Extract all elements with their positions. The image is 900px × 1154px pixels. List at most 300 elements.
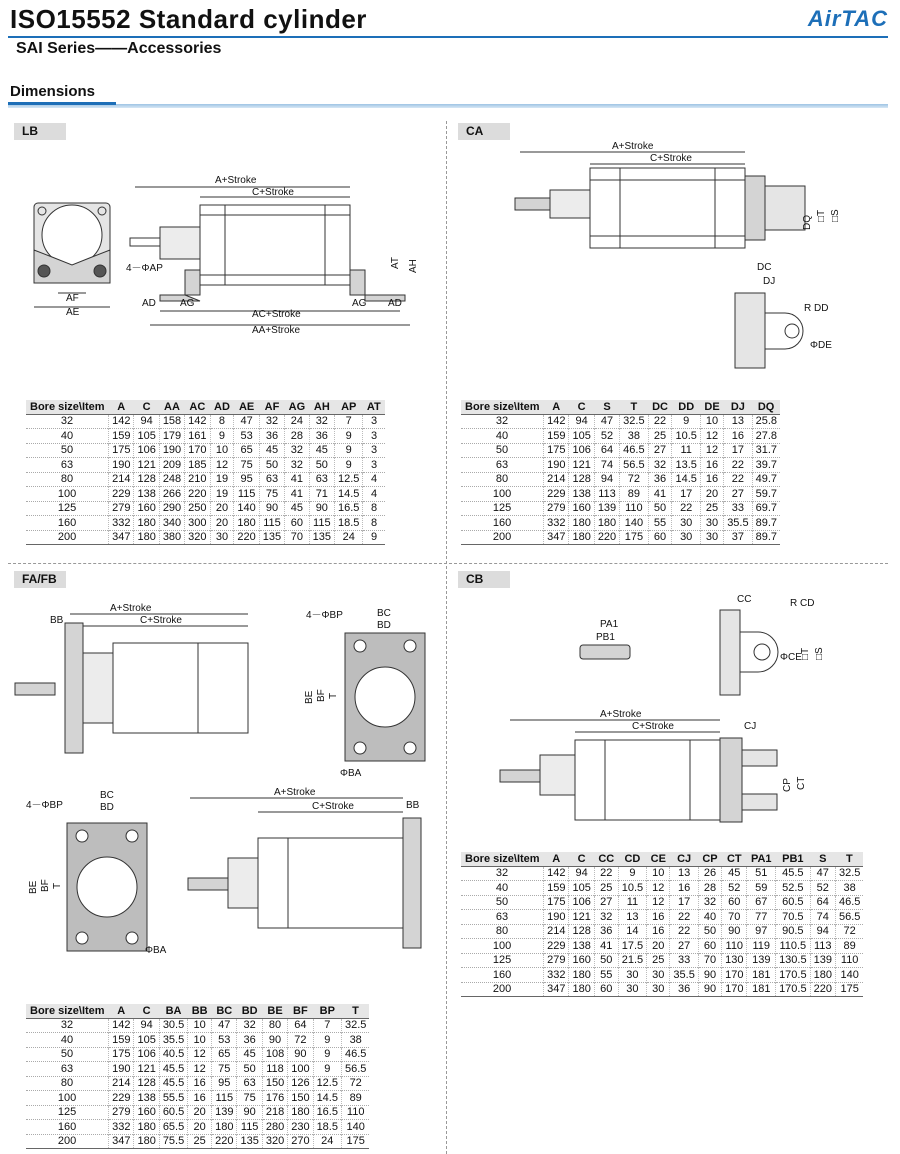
table-cell: 9 [335, 458, 363, 473]
table-cell: 8 [363, 501, 385, 516]
table-cell: 159 [109, 1033, 134, 1048]
table-cell: 24 [285, 414, 310, 429]
table-cell: 18.5 [313, 1120, 341, 1135]
table-cell: 229 [109, 1091, 134, 1106]
table-row [461, 895, 863, 910]
table-cell: 25 [648, 429, 672, 444]
table-cell: 53 [234, 429, 259, 444]
cb-label-cj: CJ [744, 721, 757, 732]
table-cell: 75 [234, 458, 259, 473]
table-cell: 9 [335, 429, 363, 444]
table-header-cell: AT [363, 400, 385, 414]
table-row [461, 953, 863, 968]
cb-pin [580, 645, 630, 659]
table-cell: 32 [698, 895, 721, 910]
table-cell: 4 [363, 487, 385, 502]
table-cell: 332 [544, 968, 569, 983]
page-title: ISO15552 Standard cylinder [10, 4, 367, 34]
table-cell: 46.5 [341, 1047, 369, 1062]
table-header-cell: T [341, 1004, 369, 1018]
table-cell: 45 [309, 443, 334, 458]
table-cell: 3 [363, 458, 385, 473]
table-cell: 90.5 [776, 924, 811, 939]
table-cell: 19 [210, 487, 234, 502]
table-cell: 36 [309, 429, 334, 444]
table-cell: 179 [159, 429, 184, 444]
table-cell: 60 [594, 982, 618, 997]
table-cell: 10 [210, 443, 234, 458]
table-row [461, 429, 780, 444]
table-row [461, 924, 863, 939]
table-cell: 190 [544, 458, 569, 473]
lb-drawing [20, 165, 440, 340]
table-cell: 110.5 [776, 939, 811, 954]
table-cell: 3 [363, 429, 385, 444]
fafb-flange-front-bottom [67, 823, 147, 951]
table-cell: 17 [670, 895, 698, 910]
table-cell: 35.5 [670, 968, 698, 983]
table-cell: 11 [618, 895, 646, 910]
table-cell: 90 [722, 924, 747, 939]
table-cell: 181 [747, 968, 776, 983]
bore-size-cell: 160 [26, 516, 109, 531]
table-cell: 53 [212, 1033, 237, 1048]
table-cell: 37 [724, 530, 752, 545]
table-cell: 75 [237, 1091, 262, 1106]
table-cell: 65 [212, 1047, 237, 1062]
table-cell: 138 [134, 1091, 159, 1106]
table-cell: 60 [698, 939, 721, 954]
table-header-cell: BD [237, 1004, 262, 1018]
table-cell: 16 [700, 472, 723, 487]
table-header-cell: DD [672, 400, 700, 414]
table-cell: 45.5 [776, 866, 811, 881]
table-cell: 218 [262, 1105, 287, 1120]
bore-size-cell: 125 [461, 953, 544, 968]
ca-label-de: ΦDE [810, 340, 832, 351]
table-cell: 158 [159, 414, 184, 429]
cb-label-rcd: R CD [790, 598, 815, 609]
table-cell: 16 [724, 429, 752, 444]
table-cell: 12 [647, 895, 670, 910]
table-cell: 214 [109, 1076, 134, 1091]
table-header-cell: C [134, 1004, 159, 1018]
bore-size-cell: 32 [461, 414, 544, 429]
table-cell: 45 [237, 1047, 262, 1062]
table-row [26, 530, 385, 545]
table-cell: 60 [285, 516, 310, 531]
title-rule [8, 36, 888, 38]
table-cell: 63 [237, 1076, 262, 1091]
bore-size-cell: 32 [26, 1018, 109, 1033]
table-cell: 332 [109, 516, 134, 531]
table-row [461, 530, 780, 545]
table-cell: 25 [647, 953, 670, 968]
table-cell: 50 [237, 1062, 262, 1077]
table-cell: 24 [335, 530, 363, 545]
fafb-label-bd-top: BD [377, 620, 391, 631]
lb-label-ah: AH [408, 259, 419, 273]
table-cell: 52 [594, 429, 619, 444]
table-cell: 50 [594, 953, 618, 968]
table-cell: 142 [544, 414, 569, 429]
lb-end-view [34, 203, 110, 283]
table-cell: 110 [620, 501, 648, 516]
table-cell: 160 [134, 501, 159, 516]
table-cell: 28 [285, 429, 310, 444]
table-cell: 180 [288, 1105, 313, 1120]
table-cell: 214 [109, 472, 134, 487]
table-cell: 4 [363, 472, 385, 487]
fafb-label-ba-top: ΦBA [340, 768, 362, 779]
table-cell: 72 [620, 472, 648, 487]
table-cell: 16 [188, 1091, 212, 1106]
table-cell: 8 [363, 516, 385, 531]
table-cell: 89 [835, 939, 863, 954]
table-cell: 9 [335, 443, 363, 458]
ca-tag: CA [458, 123, 510, 140]
table-cell: 25 [594, 881, 618, 896]
fafb-label-bf-top: BF [316, 689, 327, 702]
table-cell: 26 [698, 866, 721, 881]
table-cell: 50 [698, 924, 721, 939]
table-cell: 22 [670, 910, 698, 925]
table-cell: 140 [835, 968, 863, 983]
bore-size-cell: 100 [26, 487, 109, 502]
table-cell: 106 [569, 895, 594, 910]
table-cell: 74 [810, 910, 835, 925]
table-cell: 128 [134, 472, 159, 487]
bore-size-cell: 80 [26, 472, 109, 487]
table-cell: 7 [335, 414, 363, 429]
table-cell: 47 [212, 1018, 237, 1033]
table-cell: 40.5 [159, 1047, 187, 1062]
table-cell: 175 [544, 895, 569, 910]
table-cell: 95 [234, 472, 259, 487]
table-cell: 230 [288, 1120, 313, 1135]
table-row [461, 501, 780, 516]
table-cell: 17.5 [618, 939, 646, 954]
table-cell: 175 [109, 443, 134, 458]
ca-label-t: □T [816, 209, 827, 222]
table-header-cell: S [594, 400, 619, 414]
table-header-cell: Bore size\Item [26, 400, 109, 414]
ca-label-dj: DJ [763, 276, 776, 287]
quadrant-divider-vertical [446, 121, 447, 1154]
table-cell: 270 [288, 1134, 313, 1149]
table-cell: 150 [262, 1076, 287, 1091]
table-cell: 121 [134, 458, 159, 473]
table-cell: 279 [109, 501, 134, 516]
table-cell: 119 [747, 939, 776, 954]
table-cell: 106 [134, 1047, 159, 1062]
table-cell: 10 [188, 1018, 212, 1033]
table-row [26, 414, 385, 429]
table-header-cell: CC [594, 852, 618, 866]
table-cell: 56.5 [620, 458, 648, 473]
lb-label-ag-left: AG [180, 298, 195, 309]
table-row [461, 881, 863, 896]
table-cell: 279 [544, 953, 569, 968]
table-cell: 60 [648, 530, 672, 545]
table-cell: 50 [648, 501, 672, 516]
lb-label-ae: AE [66, 307, 80, 318]
table-cell: 170.5 [776, 982, 811, 997]
table-cell: 80 [262, 1018, 287, 1033]
table-header-cell: PA1 [747, 852, 776, 866]
table-header-cell: BC [212, 1004, 237, 1018]
table-cell: 180 [134, 530, 159, 545]
bore-size-cell: 50 [461, 443, 544, 458]
table-cell: 105 [569, 881, 594, 896]
fafb-label-be-bottom: BE [28, 880, 39, 894]
table-cell: 90 [698, 982, 721, 997]
bore-size-cell: 200 [26, 530, 109, 545]
bore-size-cell: 32 [461, 866, 544, 881]
table-header-cell: BB [188, 1004, 212, 1018]
table-cell: 140 [234, 501, 259, 516]
table-cell: 45.5 [159, 1076, 187, 1091]
table-cell: 14.5 [335, 487, 363, 502]
table-cell: 38 [341, 1033, 369, 1048]
table-cell: 67 [747, 895, 776, 910]
table-cell: 22 [724, 458, 752, 473]
bore-size-cell: 50 [26, 443, 109, 458]
table-cell: 77 [747, 910, 776, 925]
bore-size-cell: 80 [461, 472, 544, 487]
table-cell: 279 [544, 501, 569, 516]
table-cell: 20 [210, 501, 234, 516]
table-cell: 16 [647, 910, 670, 925]
table-row [26, 1105, 369, 1120]
table-cell: 21.5 [618, 953, 646, 968]
table-row [26, 516, 385, 531]
table-cell: 10 [647, 866, 670, 881]
fafb-label-bf-bottom: BF [40, 879, 51, 892]
table-row [26, 472, 385, 487]
table-cell: 16 [700, 458, 723, 473]
table-cell: 159 [109, 429, 134, 444]
table-cell: 279 [109, 1105, 134, 1120]
table-cell: 139 [594, 501, 619, 516]
table-header-cell: CP [698, 852, 721, 866]
table-cell: 65.5 [159, 1120, 187, 1135]
quadrant-divider-horizontal [8, 563, 888, 564]
table-row [26, 1018, 369, 1033]
table-header-cell: DE [700, 400, 723, 414]
table-cell: 36 [237, 1033, 262, 1048]
table-cell: 27 [724, 487, 752, 502]
cb-label-pb1: PB1 [596, 632, 615, 643]
table-cell: 170 [185, 443, 210, 458]
table-cell: 9 [210, 429, 234, 444]
table-cell: 214 [544, 472, 569, 487]
table-cell: 115 [309, 516, 334, 531]
table-cell: 30 [618, 968, 646, 983]
table-cell: 40 [698, 910, 721, 925]
table-cell: 32 [309, 414, 334, 429]
table-cell: 380 [159, 530, 184, 545]
table-cell: 64 [810, 895, 835, 910]
table-cell: 70 [698, 953, 721, 968]
table-cell: 32 [648, 458, 672, 473]
table-cell: 142 [109, 414, 134, 429]
lb-label-ag-right: AG [352, 298, 367, 309]
ca-eye-detail [735, 293, 803, 368]
table-cell: 115 [259, 516, 284, 531]
table-cell: 190 [544, 910, 569, 925]
table-header-cell: Bore size\Item [461, 400, 544, 414]
cb-tag: CB [458, 571, 510, 588]
table-cell: 113 [594, 487, 619, 502]
table-cell: 115 [237, 1120, 262, 1135]
table-cell: 20 [700, 487, 723, 502]
table-cell: 248 [159, 472, 184, 487]
table-cell: 22 [670, 924, 698, 939]
table-cell: 32 [594, 910, 618, 925]
table-row [26, 443, 385, 458]
table-cell: 10 [188, 1033, 212, 1048]
table-cell: 105 [134, 429, 159, 444]
table-cell: 30 [700, 530, 723, 545]
table-cell: 32 [285, 458, 310, 473]
bore-size-cell: 40 [26, 429, 109, 444]
table-row [26, 429, 385, 444]
table-cell: 14 [618, 924, 646, 939]
table-cell: 35.5 [159, 1033, 187, 1048]
table-header-cell: CT [722, 852, 747, 866]
table-row [26, 1062, 369, 1077]
fafb-label-ba-bottom: ΦBA [145, 945, 167, 956]
table-row [461, 414, 780, 429]
table-header-cell: C [569, 852, 594, 866]
table-cell: 3 [363, 443, 385, 458]
table-cell: 121 [134, 1062, 159, 1077]
table-cell: 22 [724, 472, 752, 487]
fafb-label-bc-bottom: BC [100, 790, 114, 801]
table-cell: 110 [835, 953, 863, 968]
table-row [461, 443, 780, 458]
table-cell: 9 [618, 866, 646, 881]
table-cell: 105 [134, 1033, 159, 1048]
bore-size-cell: 200 [26, 1134, 109, 1149]
table-cell: 12 [210, 458, 234, 473]
fafb-label-bc-top: BC [377, 608, 391, 619]
section-heading: Dimensions [10, 83, 96, 100]
table-cell: 121 [569, 458, 594, 473]
table-row [461, 982, 863, 997]
table-cell: 16 [647, 924, 670, 939]
bore-size-cell: 40 [461, 881, 544, 896]
ca-label-dq: DQ [802, 215, 813, 230]
lb-label-c-stroke: C+Stroke [252, 187, 294, 198]
table-cell: 12.5 [313, 1076, 341, 1091]
cb-label-s: □S [814, 647, 825, 660]
table-cell: 20 [188, 1105, 212, 1120]
fafb-label-t-top: T [328, 692, 339, 699]
fafb-flange-front-top [345, 633, 425, 761]
table-cell: 180 [134, 516, 159, 531]
lb-label-ac-stroke: AC+Stroke [252, 309, 301, 320]
table-cell: 220 [810, 982, 835, 997]
table-cell: 89 [620, 487, 648, 502]
table-cell: 347 [544, 982, 569, 997]
table-row [461, 487, 780, 502]
table-cell: 89 [341, 1091, 369, 1106]
table-cell: 139 [747, 953, 776, 968]
table-cell: 32.5 [341, 1018, 369, 1033]
table-cell: 170 [722, 982, 747, 997]
table-cell: 229 [109, 487, 134, 502]
table-cell: 185 [185, 458, 210, 473]
table-cell: 39.7 [752, 458, 780, 473]
cb-label-pa1: PA1 [600, 619, 619, 630]
table-cell: 175 [544, 443, 569, 458]
table-header-cell: CJ [670, 852, 698, 866]
table-cell: 28 [698, 881, 721, 896]
table-cell: 38 [835, 881, 863, 896]
table-header-cell: AF [259, 400, 284, 414]
ca-side-view [515, 168, 805, 248]
ca-label-rdd: R DD [804, 303, 829, 314]
table-cell: 220 [185, 487, 210, 502]
table-cell: 9 [313, 1047, 341, 1062]
table-cell: 190 [109, 458, 134, 473]
bore-size-cell: 100 [461, 939, 544, 954]
cb-side-view [500, 738, 777, 822]
table-row [461, 516, 780, 531]
table-header-cell: A [109, 400, 134, 414]
table-cell: 27 [648, 443, 672, 458]
table-cell: 110 [722, 939, 747, 954]
table-row [26, 1047, 369, 1062]
table-header-cell: AD [210, 400, 234, 414]
fafb-tag: FA/FB [14, 571, 66, 588]
table-cell: 17 [724, 443, 752, 458]
lb-label-aa-stroke: AA+Stroke [252, 325, 301, 336]
table-cell: 290 [159, 501, 184, 516]
fafb-label-a-stroke-top: A+Stroke [110, 603, 152, 614]
table-header-cell: A [109, 1004, 134, 1018]
table-row [461, 472, 780, 487]
table-cell: 140 [620, 516, 648, 531]
table-cell: 94 [810, 924, 835, 939]
table-cell: 70 [285, 530, 310, 545]
table-cell: 220 [234, 530, 259, 545]
table-cell: 332 [544, 516, 569, 531]
table-header-cell: CD [618, 852, 646, 866]
cb-drawing [490, 590, 850, 835]
table-cell: 115 [234, 487, 259, 502]
bore-size-cell: 63 [461, 458, 544, 473]
table-cell: 128 [569, 472, 594, 487]
lb-side-view [130, 205, 405, 301]
table-cell: 13 [670, 866, 698, 881]
table-cell: 41 [285, 487, 310, 502]
table-cell: 347 [544, 530, 569, 545]
table-cell: 30 [210, 530, 234, 545]
table-cell: 135 [237, 1134, 262, 1149]
table-cell: 20 [188, 1120, 212, 1135]
cb-label-ce: ΦCE [780, 652, 802, 663]
table-header-cell: PB1 [776, 852, 811, 866]
table-cell: 9 [672, 414, 700, 429]
table-cell: 95 [212, 1076, 237, 1091]
table-cell: 142 [109, 1018, 134, 1033]
table-cell: 36 [670, 982, 698, 997]
section-rule [8, 104, 888, 108]
table-row [461, 458, 780, 473]
